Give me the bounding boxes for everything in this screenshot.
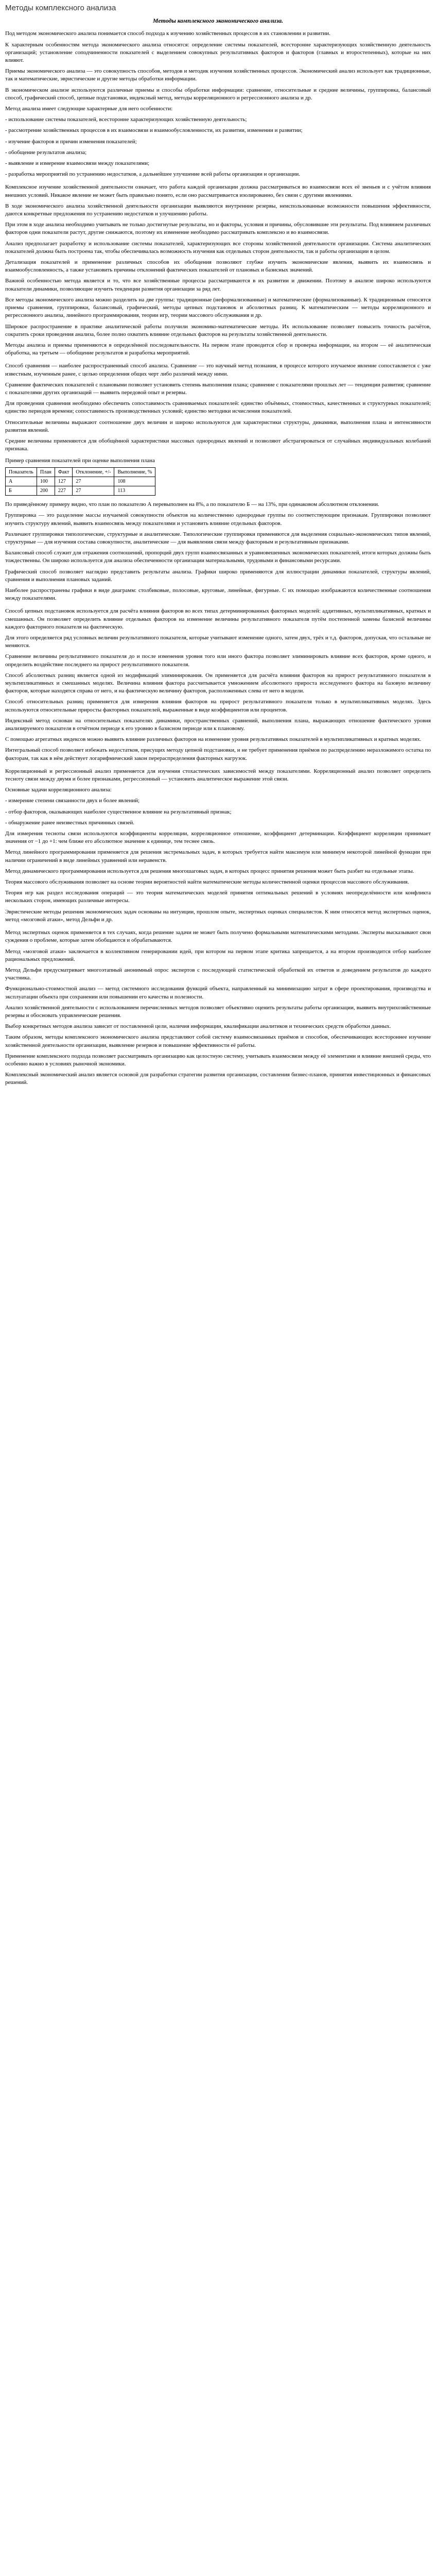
section-factor-methods (5, 607, 431, 762)
paragraph: - измерение степени связанности двух и более явлений; (5, 798, 140, 804)
page-title: Методы комплексного анализа (5, 4, 116, 12)
paragraph: - обобщение результатов анализа; (5, 149, 87, 156)
paragraph: Способ относительных разниц применяется для измерения влияния факторов на прирост результативного показателя только в мультипликативных моделях. Здесь используются относительные приросты факторных показателей, выраженные в виде коэффициентов или процентов. (5, 699, 431, 713)
section-complex-study (5, 183, 431, 357)
paragraph: Способ сравнения — наиболее распространенный способ анализа. Сравнение — это научный метод познания, в процессе которого изучаемое явление сопоставляется с уже известным, изученным ранее, с целью определения общих черт либо различий между ними. (5, 363, 431, 377)
paragraph: Способ абсолютных разниц является одной из модификаций элиминирования. Он применяется для расчёта влияния факторов на прирост результативного показателя в мультипликативных и смешанных моделях. Величина влияния фактора рассчитывается умножением абсолютного прироста исследуемого фактора на базовую величину факторов, которые находятся справа от него, и на фактическую величину факторов, расположенных слева от него в модели. (5, 672, 431, 694)
paragraph: Индексный метод основан на относительных показателях динамики, пространственных сравнений, выполнения плана, выражающих отношение фактического уровня анализируемого показателя в отчётном периоде к его уровню в базисном периоде или к плановому. (5, 717, 431, 732)
paragraph: Наиболее распространены графики в виде диаграмм: столбиковые, полосовые, круговые, линейные, фигурные. С их помощью изображаются количественные соотношения между показателями. (5, 587, 431, 602)
paragraph: Сравнение фактических показателей с плановыми позволяет установить степень выполнения плана; сравнение с показателями прошлых лет — тенденции развития; сравнение с показателями других организаций — выявить передовой опыт и резервы. (5, 381, 431, 396)
paragraph: - обнаружение ранее неизвестных причинных связей. (5, 819, 134, 826)
paragraph: По приведённому примеру видно, что план по показателю А перевыполнен на 8%, а по показателю Б — на 13%, при одинаковом абсолютном отклонении. (5, 501, 379, 508)
paragraph: Детализация показателей и применение различных способов их обобщения позволяют глубже изучить экономические явления, выявить их взаимосвязь и взаимообусловленность, а также установить причины отклонений фактических показателей от плановых и базисных значений. (5, 259, 431, 274)
paragraph: Корреляционный и регрессионный анализ применяется для изучения стохастических зависимостей между показателями. Корреляционный анализ позволяет определить тесноту связи между двумя и более признаками, регрессионный — установить аналитическое выражение этой связи. (5, 768, 431, 783)
table-cell: 113 (114, 486, 155, 495)
paragraph: Применение комплексного подхода позволяет рассматривать организацию как целостную систему, учитывать взаимосвязи между её элементами и влияние внешней среды, что особенно важно в условиях рыночной экономики. (5, 1053, 431, 1067)
page (0, 0, 436, 1100)
paragraph: Метод динамического программирования используется для решения многошаговых задач, в которых процесс принятия решения может быть разбит на отдельные этапы. (5, 868, 414, 874)
paragraph: К характерным особенностям метода экономического анализа относятся: определение системы показателей, всесторонне характеризующих хозяйственную деятельность организаций; установление соподчиненности показателей с выделением совокупных результативных факторов и факторов (главных и второстепенных), которые на них влияют. (5, 41, 431, 64)
paragraph: В ходе экономического анализа хозяйственной деятельности организации выявляются внутренние резервы, неиспользованные возможности повышения эффективности, даются конкретные предложения по устранению недостатков и улучшению работы. (5, 202, 431, 217)
paragraph: Методы анализа и приемы применяются в определённой последовательности. На первом этапе проводится сбор и проверка информации, на втором — её аналитическая обработка, на третьем — обобщение результатов и разработка мероприятий. (5, 342, 431, 357)
paragraph: Метод «мозговой атаки» заключается в коллективном генерировании идей, при котором на первом этапе критика запрещается, а на втором производится отбор наиболее рациональных предложений. (5, 948, 431, 962)
table-header-cell: Показатель (6, 467, 37, 477)
table-cell: 200 (37, 486, 55, 495)
paragraph: - изучение факторов и причин изменения показателей; (5, 138, 137, 145)
paragraph: Широкое распространение в практике аналитической работы получили экономико-математические методы. Их использование позволяет повысить точность расчётов, сократить сроки проведения анализа, более полно охватить влияние отдельных факторов на результаты хозяйственной деятельности. (5, 323, 431, 337)
paragraph: - отбор факторов, оказывающих наиболее существенное влияние на результативный признак; (5, 808, 232, 815)
document-heading: Методы комплексного экономического анализа. (152, 17, 284, 25)
paragraph: Сравнение величины результативного показателя до и после изменения уровня того или иного фактора позволяет элиминировать влияние всех факторов, кроме одного, и определить воздействие последнего на прирост результативного показателя. (5, 653, 431, 668)
paragraph: При этом в ходе анализа необходимо учитывать не только достигнутые результаты, но и факторы, условия и причины, обусловившие эти результаты. Под влиянием различных факторов одни показатели растут, другие снижаются, поэтому их изменение необходимо рассматривать комплексно и во взаимосвязи. (5, 222, 431, 236)
table-row (6, 477, 155, 486)
paragraph: Интегральный способ позволяет избежать недостатков, присущих методу цепной подстановки, и не требует применения приёмов по распределению неразложимого остатка по факторам, так как в нём действует логарифмический закон перераспределения факторных нагрузок. (5, 747, 431, 761)
paragraph: Приемы экономического анализа — это совокупность способов, методов и методик изучения хозяйственных процессов. Экономический анализ использует как традиционные, так и математические, эвристические и другие методы обработки информации. (5, 68, 431, 82)
paragraph: - выявление и измерение взаимосвязи между показателями; (5, 160, 150, 167)
paragraph: Для этого определяется ряд условных величин результативного показателя, которые учитывают изменение одного, затем двух, трёх и т.д. факторов, допуская, что остальные не меняются. (5, 635, 431, 649)
table-cell: 100 (37, 477, 55, 486)
paragraph: Для измерения тесноты связи используются коэффициенты корреляции, корреляционное отношение, коэффициент детерминации. Коэффициент корреляции принимает значения от −1 до +1: чем ближе его абсолютное значение к единице, тем теснее связь. (5, 831, 431, 845)
paragraph: - использование системы показателей, всесторонне характеризующих хозяйственную деятельность; (5, 116, 247, 123)
paragraph: Комплексный экономический анализ является основой для разработки стратегии развития организации, составления бизнес-планов, принятия инвестиционных и финансовых решений. (5, 1072, 431, 1086)
paragraph: Балансовый способ служит для отражения соотношений, пропорций двух групп взаимосвязанных и уравновешенных экономических показателей, итоги которых должны быть тождественны. Он широко используется для анализа обеспеченности организации материальными, трудовыми и финансовыми ресурсами. (5, 550, 431, 564)
table-cell: 127 (55, 477, 72, 486)
paragraph: Анализ предполагает разработку и использование системы показателей, характеризующих все стороны хозяйственной деятельности организации. Система аналитических показателей должна быть построена так, чтобы обеспечивалась возможность изучения как отдельных сторон деятельности, так и работы организации в целом. (5, 240, 431, 255)
paragraph: Функционально-стоимостной анализ — метод системного исследования функций объекта, направленный на минимизацию затрат в сфере проектирования, производства и эксплуатации объекта при сохранении или повышении его качества и полезности. (5, 986, 431, 1000)
section-math-methods (5, 768, 431, 924)
paragraph: Способ цепных подстановок используется для расчёта влияния факторов во всех типах детерминированных факторных моделей: аддитивных, мультипликативных, кратных и смешанных. Он позволяет определить влияние отдельных факторов на изменение величины результативного показателя путём постепенной замены базисной величины каждого факторного показателя на фактическую. (5, 608, 431, 630)
paragraph: Эвристические методы решения экономических задач основаны на интуиции, прошлом опыте, экспертных оценках специалистов. К ним относятся метод экспертных оценок, метод «мозговой атаки», метод Дельфи и др. (5, 908, 431, 923)
paragraph: Теория массового обслуживания позволяет на основе теории вероятностей найти математические методы количественной оценки процессов массового обслуживания. (5, 879, 409, 886)
table-body (6, 477, 155, 495)
paragraph: Группировка — это разделение массы изучаемой совокупности объектов на количественно однородные группы по соответствующим признакам. Группировки позволяют изучить структуру явлений, выявить взаимосвязь между показателями и установить влияние отдельных факторов. (5, 512, 431, 527)
table-cell: 27 (73, 477, 114, 486)
paragraph: Под методом экономического анализа понимается способ подхода к изучению хозяйственных процессов в их становлении и развитии. (5, 30, 330, 37)
paragraph: Важной особенностью метода является и то, что все хозяйственные процессы рассматриваются в их развитии и движении. Поэтому в анализе широко используются показатели динамики, позволяющие изучить тенденции развития организации за ряд лет. (5, 278, 431, 292)
paragraph: Для проведения сравнения необходимо обеспечить сопоставимость сравниваемых показателей: единство объёмных, стоимостных, качественных и структурных показателей; единство периодов времени; сопоставимость производственных условий; единство методики исчисления показателей. (5, 400, 431, 415)
paragraph: С помощью агрегатных индексов можно выявить влияние различных факторов на изменение уровня результативных показателей в мультипликативных и кратных моделях. (5, 736, 422, 743)
table-header-cell: План (37, 467, 55, 477)
paragraph: Анализ хозяйственной деятельности с использованием перечисленных методов позволяет объективно оценить результаты работы организации, выявить внутрихозяйственные резервы и обосновать управленческие решения. (5, 1004, 431, 1019)
section-intro (5, 30, 431, 178)
paragraph: Метод Дельфи предусматривает многоэтапный анонимный опрос экспертов с последующей статистической обработкой их ответов и доведением результатов до каждого участника. (5, 967, 431, 981)
paragraph: Средние величины применяются для обобщённой характеристики массовых однородных явлений и позволяют абстрагироваться от случайных индивидуальных колебаний признака. (5, 437, 431, 452)
paragraph: Выбор конкретных методов анализа зависит от поставленной цели, наличия информации, квалификации аналитиков и технических средств обработки данных. (5, 1023, 391, 1030)
paragraph: Основные задачи корреляционного анализа: (5, 787, 112, 793)
paragraph: Графический способ позволяет наглядно представить результаты анализа. Графики широко применяются для иллюстрации динамики показателей, структуры явлений, сравнения и выполнения плановых заданий. (5, 568, 431, 583)
table-cell: А (6, 477, 37, 486)
paragraph: - разработка мероприятий по устранению недостатков, а дальнейшее улучшение всей работы организации и организации. (5, 171, 300, 178)
table-header-row (6, 467, 155, 477)
table-caption: Пример сравнения показателей при оценке выполнения плана (5, 457, 155, 464)
table-header-cell: Выполнение, % (114, 467, 155, 477)
paragraph: Метод экспертных оценок применяется в тех случаях, когда решение задачи не может быть получено формальными математическими методами. Эксперты высказывают свои суждения о проблеме, которые затем обобщаются и обрабатываются. (5, 929, 431, 944)
table-cell: 227 (55, 486, 72, 495)
section-comparison (5, 362, 431, 453)
paragraph: Комплексное изучение хозяйственной деятельности означает, что работа каждой организации должна рассматриваться во взаимосвязи всех её звеньев и с учётом влияния внешних условий. Никакое явление не может быть правильно понято, если оно рассматривается изолированно, без связи с другими явлениями. (5, 184, 431, 198)
paragraph: Таким образом, методы комплексного экономического анализа представляют собой систему взаимосвязанных приёмов и способов, обеспечивающих всестороннее изучение хозяйственной деятельности организации, выявление резервов и повышение эффективности её работы. (5, 1034, 431, 1048)
paragraph: - рассмотрение хозяйственных процессов в их взаимосвязи и взаимообусловленности, их развитии, изменении и развитии; (5, 127, 303, 134)
table-cell: 108 (114, 477, 155, 486)
section-heuristic-methods (5, 929, 431, 1087)
paragraph: В экономическом анализе используются различные приемы и способы обработки информации: сравнение, относительные и средние величины, группировка, балансовый способ, графический способ, цепные подстановки, индексный метод, методы корреляционного и регрессионного анализа и др. (5, 87, 431, 101)
paragraph: Теория игр как раздел исследования операций — это теория математических моделей принятия оптимальных решений в условиях неопределённости или конфликта нескольких сторон, имеющих различные интересы. (5, 890, 431, 904)
table-header-cell: Отклонение, +/- (73, 467, 114, 477)
table-cell: Б (6, 486, 37, 495)
section-grouping-balance (5, 501, 431, 602)
paragraph: Метод анализа имеет следующие характерные для него особенности: (5, 106, 173, 112)
table-header-cell: Факт (55, 467, 72, 477)
paragraph: Метод линейного программирования применяется для решения экстремальных задач, в которых требуется найти максимум или минимум некоторой линейной функции при наличии ограничений в виде линейных уравнений или неравенств. (5, 849, 431, 863)
comparison-table (5, 467, 155, 496)
paragraph: Различают группировки типологические, структурные и аналитические. Типологические группировки применяются для выделения социально-экономических типов явлений, структурные — для изучения состава совокупности, аналитические — для выявления связи между факторным и результативным признаками. (5, 531, 431, 545)
table-row (6, 486, 155, 495)
table-cell: 27 (73, 486, 114, 495)
paragraph: Все методы экономического анализа можно разделить на две группы: традиционные (неформализованные) и математические (формализованные). К традиционным относятся приемы сравнения, группировки, балансовый, графический, методы цепных подстановок и абсолютных разниц. К математическим — методы корреляционного и регрессионного анализа, линейного программирования, теории игр, теории массового обслуживания и др. (5, 296, 431, 319)
paragraph: Относительные величины выражают соотношение двух величин и широко используются для характеристики структуры, динамики, выполнения плана и интенсивности развития явлений. (5, 419, 431, 433)
